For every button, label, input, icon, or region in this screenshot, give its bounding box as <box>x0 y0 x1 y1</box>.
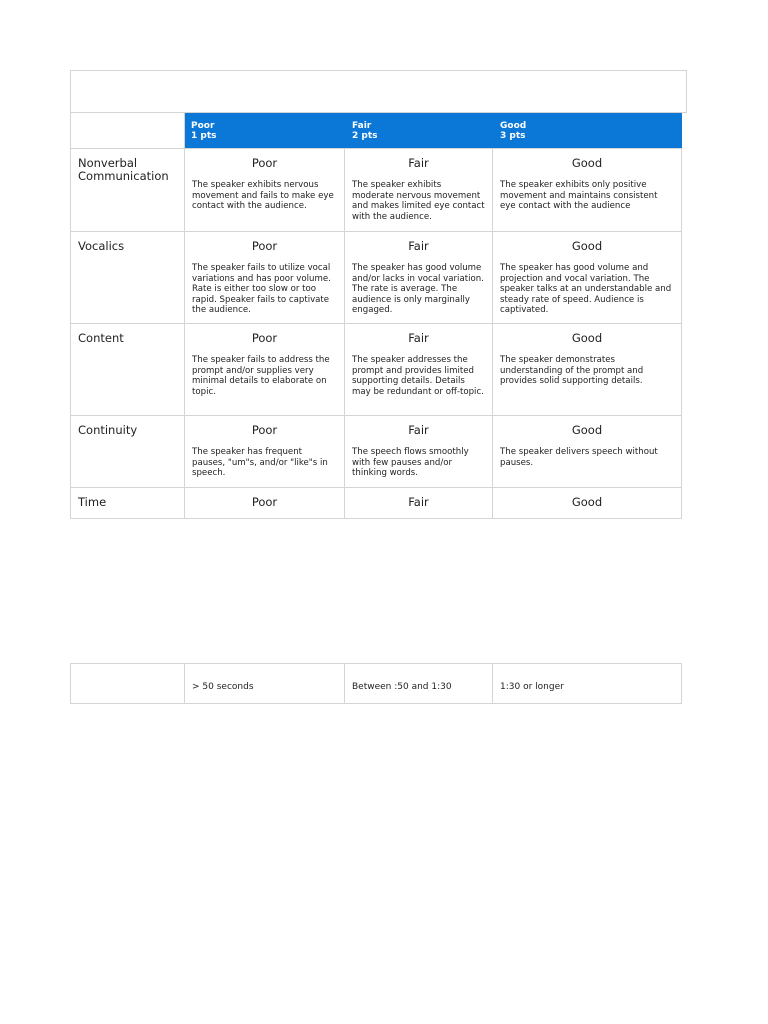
level-description: The speaker exhibits nervous movement and fails to make eye contact with the audience. <box>192 180 334 211</box>
grid-line <box>681 663 682 704</box>
header-poor <box>184 113 345 148</box>
criterion-time: Time <box>78 495 107 509</box>
cell-time-good <box>493 488 681 518</box>
header-poor-points: 1 pts <box>191 131 217 141</box>
cell-vocalics-good <box>493 232 681 323</box>
level-description: The speaker fails to address the prompt and/or supplies very minimal details to elaborate on topic. <box>192 355 330 397</box>
level-label: Fair <box>408 495 429 509</box>
grid-line <box>681 148 682 519</box>
time-fair-desc: Between :50 and 1:30 <box>352 682 452 692</box>
header-fair-points: 2 pts <box>352 131 378 141</box>
header-fair-level: Fair <box>352 121 372 131</box>
header-good-level: Good <box>500 121 527 131</box>
cell-nonverbal-fair <box>345 149 492 231</box>
level-description: The speaker exhibits moderate nervous movement and makes limited eye contact with the audience. <box>352 180 485 222</box>
time-poor-desc: > 50 seconds <box>192 682 254 692</box>
level-label: Good <box>571 156 603 170</box>
grid-line <box>70 703 682 704</box>
cell-vocalics-poor <box>185 232 344 323</box>
level-description: The speaker has frequent pauses, "um"s, and/or "like"s in speech. <box>192 447 328 478</box>
level-label: Poor <box>251 156 278 170</box>
cell-continuity-fair <box>345 416 492 487</box>
level-description: The speaker addresses the prompt and provides limited supporting details. Details may be redundant or off-topic. <box>352 355 484 397</box>
level-description: The speaker exhibits only positive movement and maintains consistent eye contact with the audience <box>500 180 658 211</box>
level-description: The speech flows smoothly with few pauses and/or thinking words. <box>352 447 469 478</box>
level-label: Good <box>571 331 603 345</box>
rubric-title-box <box>70 70 687 113</box>
level-description: The speaker fails to utilize vocal variations and has poor volume. Rate is either too slow or too rapid. Speaker fails to captivate the audience. <box>192 263 331 315</box>
cell-content-poor <box>185 324 344 415</box>
level-label: Poor <box>251 495 278 509</box>
criterion-continuity: Continuity <box>78 423 138 437</box>
level-label: Fair <box>408 423 429 437</box>
cell-content-good <box>493 324 681 415</box>
grid-line <box>70 518 682 519</box>
cell-continuity-good <box>493 416 681 487</box>
header-good-points: 3 pts <box>500 131 526 141</box>
criterion-content: Content <box>78 331 124 345</box>
level-label: Good <box>571 495 603 509</box>
cell-time-poor <box>185 488 344 518</box>
level-description: The speaker has good volume and projection and vocal variation. The speaker talks at an understandable and steady rate of speed. Audience is captivated. <box>500 263 672 315</box>
header-good <box>493 113 682 148</box>
level-description: The speaker delivers speech without pauses. <box>500 447 658 468</box>
time-criterion-cell <box>71 664 184 703</box>
header-fair <box>345 113 493 148</box>
criterion-nonverbal: Nonverbal Communication <box>78 156 169 183</box>
criterion-vocalics: Vocalics <box>78 239 125 253</box>
level-description: The speaker has good volume and/or lacks in vocal variation. The rate is average. The audience is only marginally engaged. <box>352 263 484 315</box>
level-label: Fair <box>408 331 429 345</box>
level-label: Fair <box>408 239 429 253</box>
cell-vocalics-fair <box>345 232 492 323</box>
level-label: Poor <box>251 423 278 437</box>
cell-content-fair <box>345 324 492 415</box>
level-label: Poor <box>251 239 278 253</box>
cell-nonverbal-poor <box>185 149 344 231</box>
level-label: Good <box>571 239 603 253</box>
cell-nonverbal-good <box>493 149 681 231</box>
cell-continuity-poor <box>185 416 344 487</box>
level-description: The speaker demonstrates understanding of the prompt and provides solid supporting details. <box>500 355 644 386</box>
cell-time-fair <box>345 488 492 518</box>
level-label: Good <box>571 423 603 437</box>
level-label: Poor <box>251 331 278 345</box>
time-good-desc: 1:30 or longer <box>500 682 564 692</box>
level-label: Fair <box>408 156 429 170</box>
header-poor-level: Poor <box>191 121 215 131</box>
